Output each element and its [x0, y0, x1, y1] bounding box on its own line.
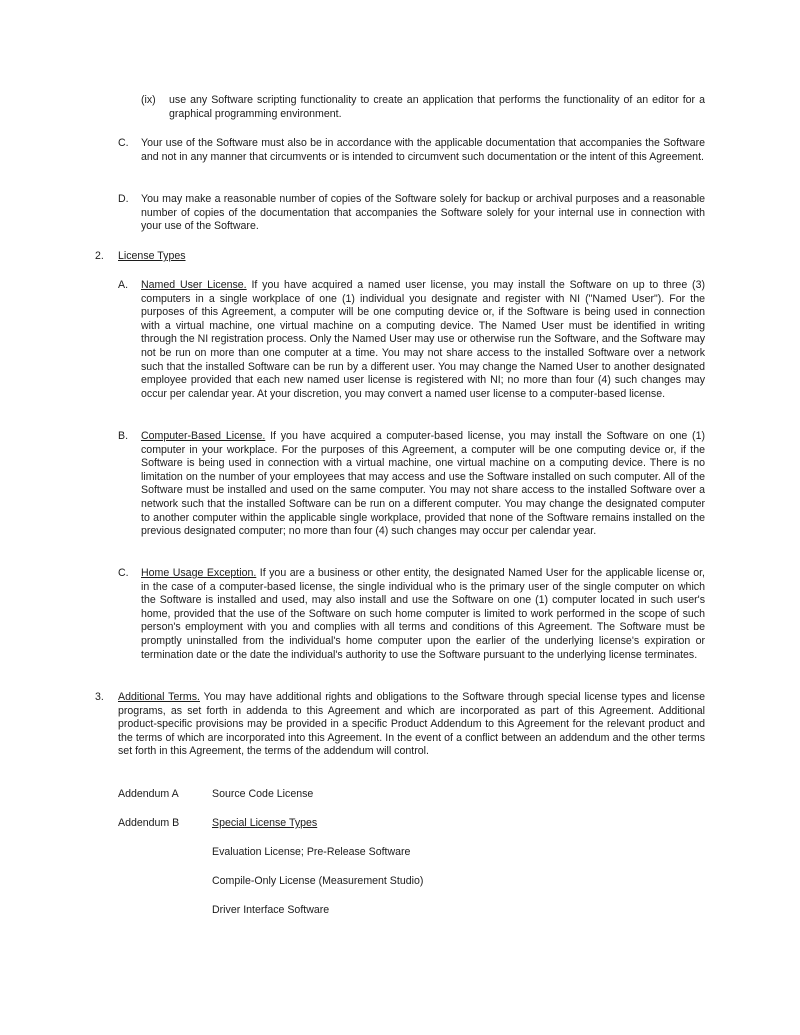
addendum-b-item: Compile-Only License (Measurement Studio) — [212, 875, 424, 887]
addendum-b-item: Evaluation License; Pre-Release Software — [212, 846, 411, 858]
named-user-label: A. — [118, 279, 129, 291]
named-user-heading: Named User License. — [141, 279, 247, 291]
item-c-label: C. — [118, 137, 129, 149]
section-2-title: License Types — [118, 250, 186, 262]
computer-based-heading: Computer-Based License. — [141, 430, 266, 442]
addendum-b-label: Addendum B — [118, 817, 180, 829]
item-d-text: You may make a reasonable number of copies of the Software solely for backup or archival purposes and a reasonable number of copies of the documentation that accompanies the Software solely for your internal use in connection with your use of the Software. — [141, 193, 705, 233]
named-user-text: If you have acquired a named user license, you may install the Software on up to three (3) computers in a single workplace of one (1) individual you designate and register with NI ("Named User"). For the purposes of this Agreement, a computer will be one computing device or, if the Software is being used in connection with a virtual machine, one virtual machine on a computing device. The Named User must be identified in writing through the NI registration process. Only the Named User may use or otherwise run the Software, and the Software may not be run on more than one computer at a time. You may not share access to the installed Software over a network such that the installed Software can be run by a different user. You may change the Named User to another designated employee provided that each new named user license is registered with NI; no more than four (4) such changes may occur per calendar year. At your discretion, you may convert a named user license to a computer-based license. — [141, 279, 705, 400]
home-usage-heading: Home Usage Exception. — [141, 567, 257, 579]
home-usage-label: C. — [118, 567, 129, 579]
additional-terms-heading: Additional Terms. — [118, 691, 200, 703]
addendum-b-title: Special License Types — [212, 817, 318, 829]
addendum-a-title: Source Code License — [212, 788, 314, 800]
computer-based-text: If you have acquired a computer-based license, you may install the Software on one (1) computer in your workplace. For the purposes of this Agreement, a computer will be one computing device or, if the Software is being used in connection with a virtual machine, one virtual machine on a computing device. There is no limitation on the number of your employees that may access and use the Software installed on such computer. All of the Software must be installed and used on the same computer. You may not share access to the installed Software over a network such that the installed Software can be run on a different computer. You may change the designated computer to another computer within the applicable single workplace, provided that none of the Software remains installed on the previous designated computer; no more than four (4) such changes may occur per calendar year. — [141, 430, 705, 538]
item-c-text: Your use of the Software must also be in accordance with the applicable documentation that accompanies the Software and not in any manner that circumvents or is intended to circumvent such documentation or the intent of this Agreement. — [141, 137, 705, 163]
named-user-paragraph — [141, 279, 705, 401]
item-d-label: D. — [118, 193, 129, 205]
home-usage-text: If you are a business or other entity, the designated Named User for the applicable license or, in the case of a computer-based license, the single individual who is the primary user of the single computer on which the Software is installed and used, may also install and use the Software on one (1) computer located in such user's home, provided that the use of the Software on such home computer is limited to work performed in the scope of such person's employment with you and complies with all terms and conditions of this Agreement. The Software must be promptly uninstalled from the individual's home computer upon the earlier of the underlying license's expiration or termination date or the date the individual's authority to use the Software pursuant to the underlying license terminates. — [141, 567, 705, 661]
item-ix-text: use any Software scripting functionality to create an application that performs the functionality of an editor for a graphical programming environment. — [169, 94, 705, 120]
additional-terms-paragraph — [118, 691, 705, 759]
item-ix-label: (ix) — [141, 94, 156, 106]
additional-terms-text: You may have additional rights and obligations to the Software through special license types and license programs, as set forth in addenda to this Agreement and which are incorporated as part of this Agreement. Additional product-specific provisions may be provided in a specific Product Addendum to this Agreement for the relevant product and the terms of which are incorporated into this Agreement. In the event of a conflict between an addendum and the other terms set forth in this Agreement, the terms of the addendum will control. — [118, 691, 705, 758]
addendum-a-label: Addendum A — [118, 788, 179, 800]
computer-based-paragraph — [141, 430, 705, 539]
home-usage-paragraph — [141, 567, 705, 662]
section-3-number: 3. — [95, 691, 104, 703]
computer-based-label: B. — [118, 430, 129, 442]
section-2-number: 2. — [95, 250, 104, 262]
addendum-b-item: Driver Interface Software — [212, 904, 330, 916]
